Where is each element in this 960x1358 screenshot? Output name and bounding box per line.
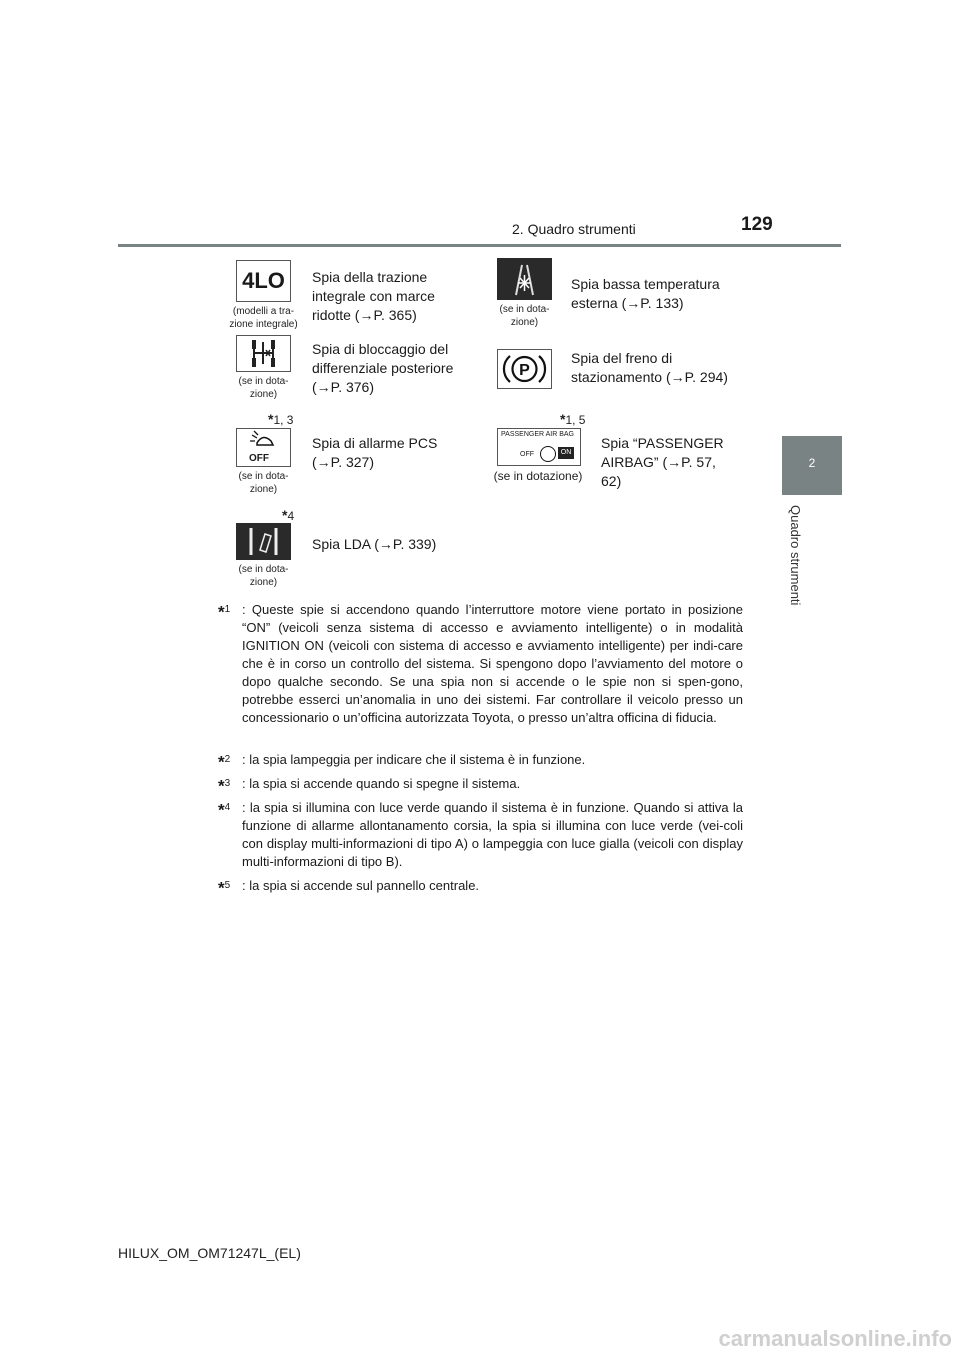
header-section-title: 2. Quadro strumenti: [512, 221, 636, 237]
icon-caption: (modelli a tra- zione integrale): [229, 306, 298, 330]
lda-icon: [236, 523, 291, 560]
airbag-icon-title: PASSENGER AIR BAG: [501, 431, 575, 438]
icon-caption: (se in dota- zione): [238, 471, 289, 495]
airbag-on-label: ON: [558, 447, 574, 459]
indicator-description: Spia della trazione integrale con marce ridotte (→P. 365): [312, 269, 435, 323]
header-divider: [118, 244, 841, 247]
watermark: carmanualsonline.info: [718, 1326, 952, 1351]
rear-differential-lock-icon: [236, 335, 291, 372]
low-outside-temperature-icon: [497, 258, 552, 300]
indicator-description: Spia di bloccaggio del differenziale posteriore (→P. 376): [312, 341, 454, 395]
parking-brake-glyph: [498, 350, 551, 388]
document-code: HILUX_OM_OM71247L_(EL): [118, 1245, 301, 1261]
chapter-number: 2: [808, 456, 816, 470]
parking-brake-icon: [497, 349, 552, 389]
footnote-ref: *1, 3: [268, 411, 294, 427]
footnote-ref: *4: [282, 507, 295, 523]
diff-lock-glyph: [237, 336, 290, 371]
lda-glyph: [237, 524, 290, 559]
chapter-title-vertical: [785, 505, 805, 615]
pcs-off-label: OFF: [249, 453, 269, 464]
footnote-5: *$^5$ : la spia si accende sul pannello centrale.: [218, 878, 480, 898]
page-number: 129: [741, 214, 773, 235]
airbag-status-circle: [540, 446, 556, 462]
pcs-off-icon: [236, 428, 291, 467]
4lo-indicator-icon: [236, 260, 291, 302]
low-temperature-glyph: [498, 259, 551, 299]
airbag-off-label: OFF: [520, 451, 534, 458]
svg-text:P: P: [519, 362, 530, 379]
chapter-tab: [782, 436, 842, 495]
chapter-title-text: Quadro strumenti: [788, 505, 803, 606]
icon-caption: (se in dota- zione): [499, 304, 550, 328]
icon-caption: (se in dota- zione): [238, 564, 289, 588]
indicator-description: Spia di allarme PCS (→P. 327): [312, 435, 438, 470]
passenger-airbag-icon: [497, 428, 581, 466]
indicator-description: Spia “PASSENGER AIRBAG” (→P. 57, 62): [601, 435, 724, 489]
4lo-icon-text: 4LO: [242, 268, 285, 293]
footnote-4: *$^4$ : la spia si illumina con luce verde quando il sistema è in funzione. Quando si attiva la funzione di allarme allontanamento corsia, la spia si illumina con luce verde (vei-coli con display multi-informazioni di tipo A) o lampeggia con luce gialla (veicoli con display multi-informazioni di tipo B).: [218, 800, 743, 869]
indicator-description: Spia del freno di stazionamento (→P. 294): [571, 350, 728, 385]
footnote-3: *$^3$ : la spia si accende quando si spegne il sistema.: [218, 776, 521, 796]
footnote-1: *$^1$ : Queste spie si accendono quando l’interruttore motore viene portato in posizione “ON” (veicoli senza sistema di accesso e avviamento intelligente) o in modalità IGNITION ON (veicoli con sistema di accesso e avviamento intelligente) per indi-care che è in corso un controllo del sistema. Si spengono dopo l’avviamento del motore o dopo qualche secondo. Se una spia non si accende o le spie non si spen-gono, potrebbe esserci un’anomalia in uno dei sistemi. Far controllare il veicolo presso un concessionario o un’officina autorizzata Toyota, o presso un’altra officina di fiducia.: [218, 602, 743, 725]
icon-caption: (se in dotazione): [493, 469, 583, 483]
indicator-description: Spia bassa temperatura esterna (→P. 133): [571, 276, 720, 311]
footnote-ref: *1, 5: [560, 411, 586, 427]
icon-caption: (se in dota- zione): [238, 376, 289, 400]
pcs-glyph: [237, 429, 290, 453]
footnote-2: *$^2$ : la spia lampeggia per indicare che il sistema è in funzione.: [218, 752, 586, 772]
indicator-description: Spia LDA (→P. 339): [312, 536, 437, 552]
